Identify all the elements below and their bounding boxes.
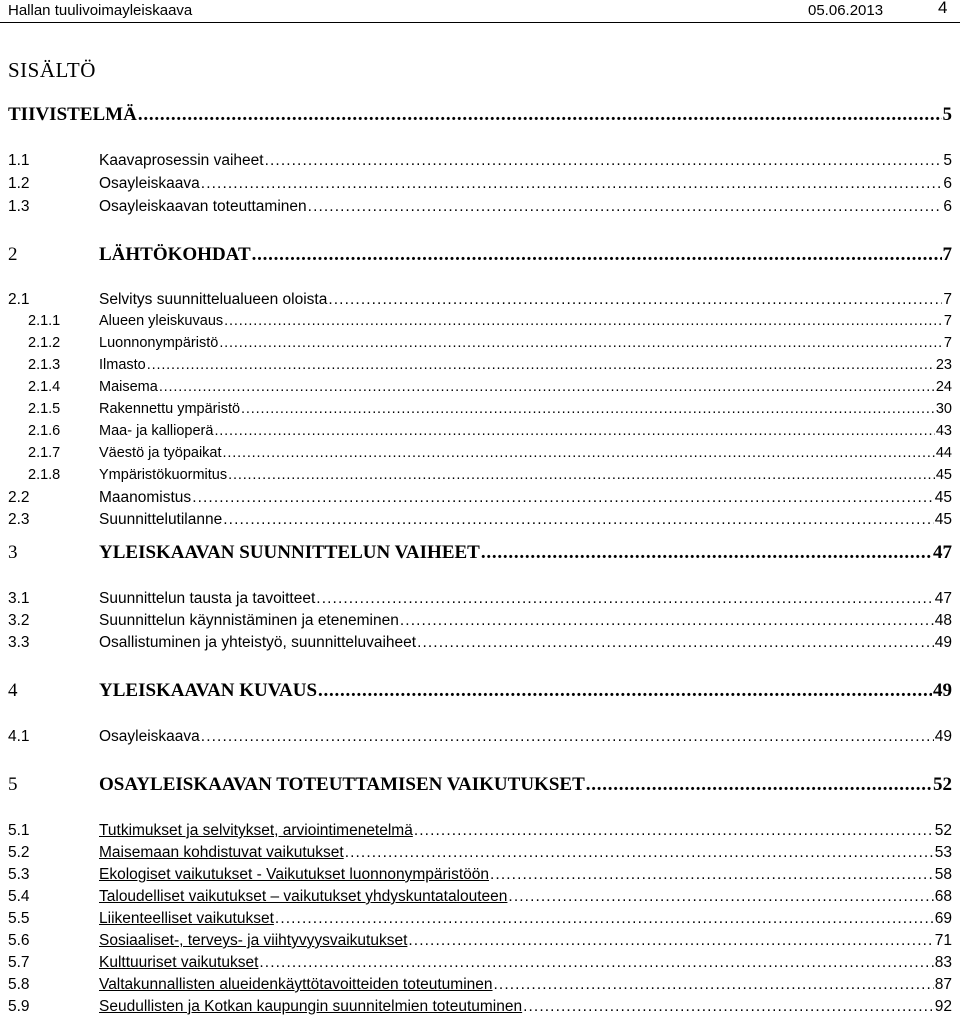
toc-entry-page: 71 xyxy=(934,932,952,949)
toc-entry-title: Osallistuminen ja yhteistyö, suunnitteluvaiheet xyxy=(99,634,417,651)
toc-dot-leader xyxy=(316,590,933,608)
toc-dot-leader xyxy=(345,844,934,862)
toc-dot-leader xyxy=(328,291,942,309)
toc-entry-title: Ekologiset vaikutukset - Vaikutukset luonnonympäristöön xyxy=(99,866,490,883)
toc-entry-2-1-2[interactable] xyxy=(28,335,952,357)
toc-entry-number: 5.3 xyxy=(8,866,30,883)
toc-dot-leader xyxy=(490,866,934,884)
toc-entry-5-7[interactable] xyxy=(8,954,952,976)
toc-entry-title: Maa- ja kallioperä xyxy=(99,423,214,439)
toc-entry-2-1[interactable] xyxy=(8,291,952,313)
toc-entry-2-1-1[interactable] xyxy=(28,313,952,335)
toc-entry-page: 53 xyxy=(934,844,952,861)
toc-entry-title: Kaavaprosessin vaiheet xyxy=(99,152,264,169)
toc-dot-leader xyxy=(259,954,933,972)
toc-entry-number: 2.1.2 xyxy=(28,335,61,351)
toc-dot-leader xyxy=(494,976,934,994)
toc-entry-title: YLEISKAAVAN KUVAUS xyxy=(99,680,318,701)
toc-entry-title: Maisema xyxy=(99,379,158,395)
toc-entry-5-4[interactable] xyxy=(8,888,952,910)
toc-entry-number: 2.3 xyxy=(8,511,30,528)
toc-entry-2-1-8[interactable] xyxy=(28,467,952,489)
toc-entry-5[interactable] xyxy=(8,774,952,802)
toc-entry-page: 23 xyxy=(935,357,952,373)
toc-entry-title: LÄHTÖKOHDAT xyxy=(99,244,251,265)
toc-entry-page: 49 xyxy=(933,680,952,701)
toc-dot-leader xyxy=(417,634,934,652)
toc-entry-number: 2.1.6 xyxy=(28,423,61,439)
toc-entry-number: 2.1.8 xyxy=(28,467,61,483)
toc-entry-number: 4.1 xyxy=(8,728,30,745)
toc-entry-3-3[interactable] xyxy=(8,634,952,656)
toc-entry-number: 5.8 xyxy=(8,976,30,993)
toc-entry-2-1-3[interactable] xyxy=(28,357,952,379)
toc-entry-page: 49 xyxy=(934,728,952,745)
toc-entry-2-2[interactable] xyxy=(8,489,952,511)
toc-dot-leader xyxy=(138,104,942,126)
toc-entry-page: 48 xyxy=(934,612,952,629)
toc-entry-5-8[interactable] xyxy=(8,976,952,998)
toc-entry-page: 7 xyxy=(943,335,952,351)
toc-entry-page: 52 xyxy=(933,774,952,795)
toc-entry-title: Luonnonympäristö xyxy=(99,335,219,351)
toc-entry-4[interactable] xyxy=(8,680,952,708)
toc-entry-page: 69 xyxy=(934,910,952,927)
toc-entry-number: 1.3 xyxy=(8,198,30,215)
toc-entry-number: 5.7 xyxy=(8,954,30,971)
toc-entry-number: 2.1.7 xyxy=(28,445,61,461)
toc-entry-title: Maanomistus xyxy=(99,489,192,506)
document-date: 05.06.2013 xyxy=(808,2,884,19)
toc-entry-1-1[interactable] xyxy=(8,152,952,174)
toc-dot-leader xyxy=(147,357,935,373)
toc-entry-title: Kulttuuriset vaikutukset xyxy=(99,954,259,971)
toc-entry-title: Suunnittelutilanne xyxy=(99,511,223,528)
toc-entry-title: Ilmasto xyxy=(99,357,146,373)
toc-entry-page: 45 xyxy=(934,511,952,528)
toc-entry-page: 45 xyxy=(934,489,952,506)
toc-entry-number: 3.1 xyxy=(8,590,30,607)
toc-entry-number: 1.2 xyxy=(8,175,30,192)
toc-entry-title: Suunnittelun käynnistäminen ja eteneminen xyxy=(99,612,399,629)
toc-dot-leader xyxy=(508,888,933,906)
toc-entry-number: 3.3 xyxy=(8,634,30,651)
toc-entry-page: 7 xyxy=(942,244,952,265)
toc-entry-title: Liikenteelliset vaikutukset xyxy=(99,910,274,927)
toc-entry-number: 5.1 xyxy=(8,822,30,839)
toc-dot-leader xyxy=(414,822,934,840)
toc-entry-3-1[interactable] xyxy=(8,590,952,612)
toc-dot-leader xyxy=(308,198,943,216)
toc-dot-leader xyxy=(192,489,934,507)
toc-dot-leader xyxy=(223,511,934,529)
toc-dot-leader xyxy=(201,175,943,193)
toc-entry-3[interactable] xyxy=(8,542,952,570)
toc-entry-5-1[interactable] xyxy=(8,822,952,844)
toc-entry-number: 5 xyxy=(8,774,18,795)
page-header xyxy=(0,0,960,23)
toc-entry-2-1-6[interactable] xyxy=(28,423,952,445)
toc-entry-page: 5 xyxy=(942,104,952,125)
toc-entry-title: Tutkimukset ja selvitykset, arviointimenetelmä xyxy=(99,822,413,839)
toc-dot-leader xyxy=(275,910,934,928)
toc-entry-2-1-5[interactable] xyxy=(28,401,952,423)
toc-entry-page: 7 xyxy=(943,291,952,308)
toc-entry-title: Suunnittelun tausta ja tavoitteet xyxy=(99,590,316,607)
toc-entry-title: Rakennettu ympäristö xyxy=(99,401,241,417)
toc-entry-page: 47 xyxy=(933,542,952,563)
toc-entry-number: 4 xyxy=(8,680,18,701)
toc-dot-leader xyxy=(241,401,935,417)
toc-entry-title: Maisemaan kohdistuvat vaikutukset xyxy=(99,844,344,861)
toc-entry-5-9[interactable] xyxy=(8,998,952,1020)
toc-heading: SISÄLTÖ xyxy=(8,58,96,82)
toc-entry-title: Väestö ja työpaikat xyxy=(99,445,222,461)
toc-entry-page: 68 xyxy=(934,888,952,905)
page-number: 4 xyxy=(938,0,948,17)
toc-entry-number: 2 xyxy=(8,244,18,265)
toc-entry-page: 24 xyxy=(935,379,952,395)
toc-entry-page: 30 xyxy=(935,401,952,417)
toc-dot-leader xyxy=(228,467,935,483)
toc-entry-5-3[interactable] xyxy=(8,866,952,888)
toc-dot-leader xyxy=(252,244,942,266)
toc-entry-page: 87 xyxy=(934,976,952,993)
toc-entry-1-3[interactable] xyxy=(8,198,952,220)
toc-entry-number: 5.6 xyxy=(8,932,30,949)
toc-entry-number: 2.1.4 xyxy=(28,379,61,395)
toc-entry-page: 49 xyxy=(934,634,952,651)
toc-entry-title: Selvitys suunnittelualueen oloista xyxy=(99,291,328,308)
toc-entry-number: 2.1 xyxy=(8,291,30,308)
toc-entry-number: 2.1.3 xyxy=(28,357,61,373)
toc-dot-leader xyxy=(318,680,932,702)
toc-entry-number: 5.5 xyxy=(8,910,30,927)
toc-entry-number: 2.1.5 xyxy=(28,401,61,417)
toc-entry-3-2[interactable] xyxy=(8,612,952,634)
toc-entry-page: 47 xyxy=(934,590,952,607)
toc-entry-page: 58 xyxy=(934,866,952,883)
toc-dot-leader xyxy=(265,152,943,170)
toc-entry-title: Seudullisten ja Kotkan kaupungin suunnitelmien toteutuminen xyxy=(99,998,523,1015)
toc-entry-2-1-7[interactable] xyxy=(28,445,952,467)
toc-entry-5-5[interactable] xyxy=(8,910,952,932)
toc-dot-leader xyxy=(159,379,935,395)
toc-dot-leader xyxy=(201,728,934,746)
toc-entry-title: TIIVISTELMÄ xyxy=(8,104,137,125)
toc-entry-number: 2.1.1 xyxy=(28,313,61,329)
toc-entry-page: 43 xyxy=(935,423,952,439)
toc-entry-page: 7 xyxy=(943,313,952,329)
toc-entry-title: Osayleiskaava xyxy=(99,728,200,745)
toc-entry-number: 3 xyxy=(8,542,18,563)
toc-dot-leader xyxy=(219,335,943,351)
toc-dot-leader xyxy=(400,612,934,630)
toc-entry-page: 52 xyxy=(934,822,952,839)
toc-entry-title: Taloudelliset vaikutukset – vaikutukset yhdyskuntatalouteen xyxy=(99,888,508,905)
toc-entry-2[interactable] xyxy=(8,244,952,272)
toc-entry-number: 5.4 xyxy=(8,888,30,905)
toc-entry-title: Sosiaaliset-, terveys- ja viihtyvyysvaikutukset xyxy=(99,932,408,949)
toc-entry-title: Ympäristökuormitus xyxy=(99,467,228,483)
toc-entry-page: 92 xyxy=(934,998,952,1015)
toc-entry-number: 3.2 xyxy=(8,612,30,629)
toc-entry-title: Osayleiskaava xyxy=(99,175,200,192)
toc-entry-title: Osayleiskaavan toteuttaminen xyxy=(99,198,307,215)
toc-dot-leader xyxy=(481,542,932,564)
toc-entry-title: YLEISKAAVAN SUUNNITTELUN VAIHEET xyxy=(99,542,480,563)
toc-dot-leader xyxy=(523,998,934,1016)
toc-dot-leader xyxy=(214,423,934,439)
toc-entry-tiivistelma[interactable] xyxy=(8,104,952,132)
toc-dot-leader xyxy=(408,932,933,950)
toc-dot-leader xyxy=(223,445,935,461)
toc-entry-title: OSAYLEISKAAVAN TOTEUTTAMISEN VAIKUTUKSET xyxy=(99,774,585,795)
toc-entry-5-2[interactable] xyxy=(8,844,952,866)
toc-entry-title: Alueen yleiskuvaus xyxy=(99,313,224,329)
toc-entry-title: Valtakunnallisten alueidenkäyttötavoitteiden toteutuminen xyxy=(99,976,493,993)
toc-entry-4-1[interactable] xyxy=(8,728,952,750)
toc-entry-1-2[interactable] xyxy=(8,175,952,197)
toc-entry-page: 44 xyxy=(935,445,952,461)
toc-entry-page: 6 xyxy=(943,175,952,192)
toc-entry-2-1-4[interactable] xyxy=(28,379,952,401)
toc-dot-leader xyxy=(224,313,943,329)
toc-entry-5-6[interactable] xyxy=(8,932,952,954)
toc-entry-number: 5.9 xyxy=(8,998,30,1015)
toc-entry-number: 5.2 xyxy=(8,844,30,861)
toc-entry-page: 83 xyxy=(934,954,952,971)
toc-entry-2-3[interactable] xyxy=(8,511,952,533)
toc-dot-leader xyxy=(586,774,932,796)
toc-entry-number: 1.1 xyxy=(8,152,30,169)
toc-entry-page: 5 xyxy=(943,152,952,169)
toc-entry-page: 45 xyxy=(935,467,952,483)
document-title: Hallan tuulivoimayleiskaava xyxy=(8,2,193,19)
toc-entry-page: 6 xyxy=(943,198,952,215)
toc-entry-number: 2.2 xyxy=(8,489,30,506)
